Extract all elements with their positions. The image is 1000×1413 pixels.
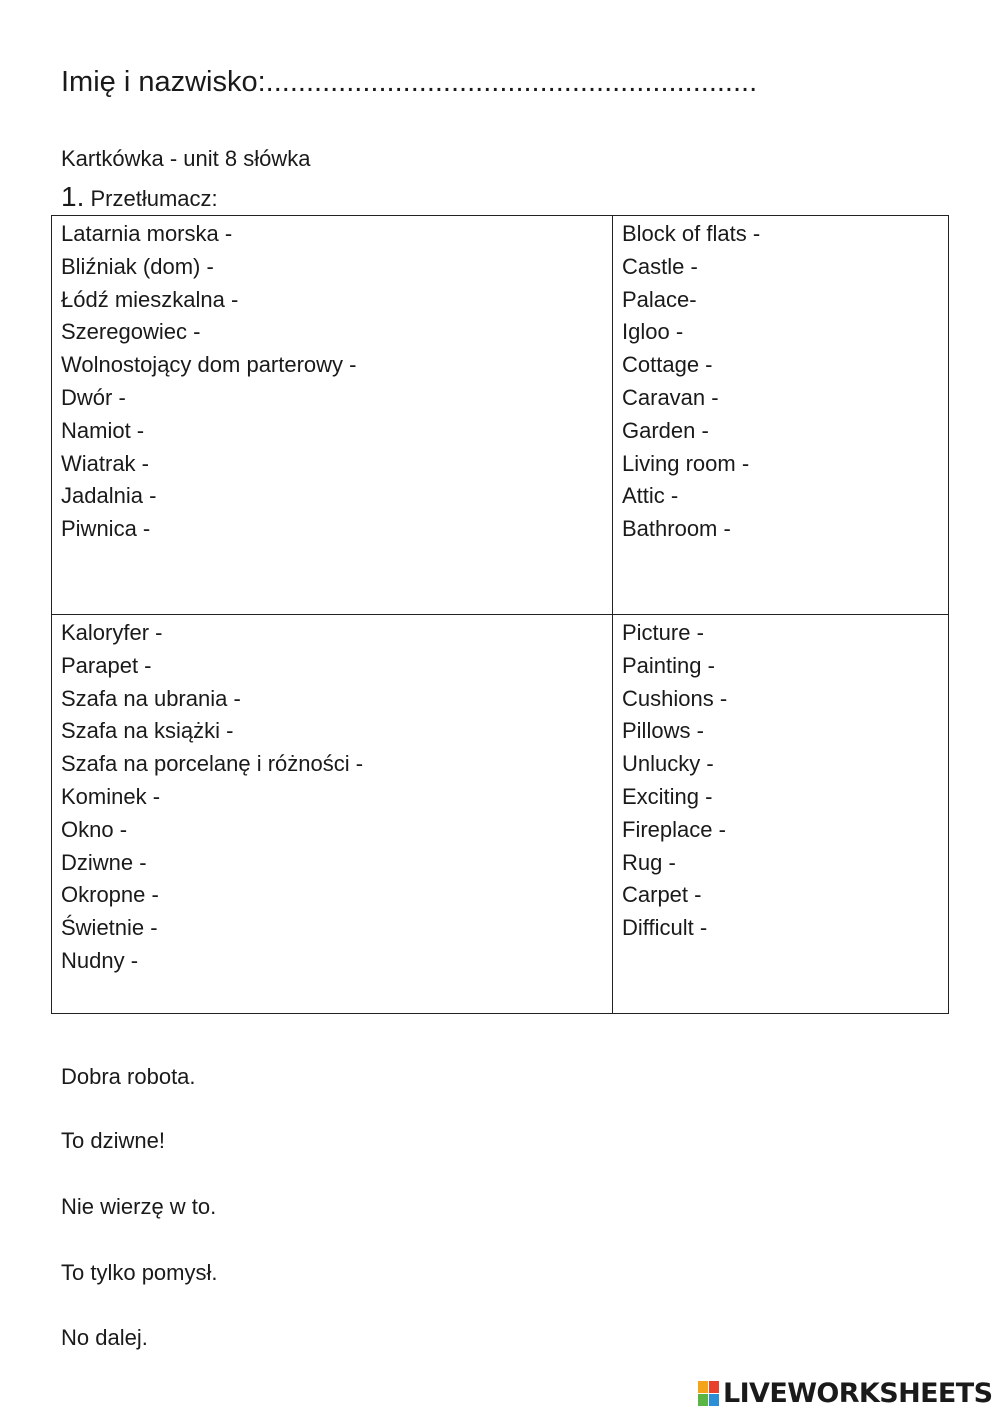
vocab-item: Latarnia morska - <box>61 221 233 246</box>
cell-top-right <box>613 216 949 615</box>
vocab-item: Świetnie - <box>61 915 158 941</box>
vocab-item: Kominek - <box>61 783 161 809</box>
vocab-item: Bliźniak (dom) - <box>61 253 214 279</box>
phrase-line: Dobra robota. <box>61 1064 196 1089</box>
cell-top-left <box>52 216 613 615</box>
vocab-item: Bathroom - <box>622 516 731 542</box>
liveworksheets-logo-icon <box>698 1381 720 1407</box>
vocab-item: Jadalnia - <box>61 483 157 509</box>
vocab-item: Picture - <box>622 620 704 645</box>
vocab-item: Palace- <box>622 286 697 312</box>
phrase-line: To dziwne! <box>61 1128 165 1153</box>
vocab-item: Living room - <box>622 450 750 476</box>
task-number: 1. <box>61 181 85 212</box>
brand-name: LIVEWORKSHEETS <box>723 1378 993 1409</box>
task-label: Przetłumacz: <box>90 186 218 211</box>
vocab-item: Unlucky - <box>622 751 714 777</box>
vocabulary-table <box>51 215 949 1014</box>
cell-bottom-right <box>613 615 949 1014</box>
vocab-item: Fireplace - <box>622 816 726 842</box>
vocab-item: Nudny - <box>61 947 139 973</box>
vocab-item: Cushions - <box>622 685 728 711</box>
phrase-line: To tylko pomysł. <box>61 1260 218 1285</box>
vocab-item: Attic - <box>622 483 679 509</box>
vocab-item: Pillows - <box>622 718 704 744</box>
vocab-item: Dziwne - <box>61 849 147 875</box>
vocab-item: Caravan - <box>622 384 719 410</box>
vocab-item: Garden - <box>622 417 709 443</box>
vocab-item: Okropne - <box>61 882 159 908</box>
vocab-item: Szafa na ubrania - <box>61 685 241 711</box>
vocab-item: Łódź mieszkalna - <box>61 286 239 312</box>
task-heading <box>61 180 218 216</box>
vocab-item: Wiatrak - <box>61 450 149 476</box>
vocab-item: Kaloryfer - <box>61 620 163 645</box>
vocab-item: Szafa na porcelanę i różności - <box>61 751 364 777</box>
worksheet-subtitle: Kartkówka - unit 8 słówka <box>61 146 311 171</box>
vocab-item: Szeregowiec - <box>61 319 201 345</box>
vocab-item: Cottage - <box>622 352 713 378</box>
vocab-item: Namiot - <box>61 417 145 443</box>
vocab-item: Block of flats - <box>622 221 761 246</box>
phrase-line: No dalej. <box>61 1325 148 1350</box>
vocab-item: Szafa na książki - <box>61 718 234 744</box>
vocab-item: Rug - <box>622 849 676 875</box>
vocab-item: Difficult - <box>622 915 708 941</box>
brand-footer <box>698 1378 992 1409</box>
vocab-item: Castle - <box>622 253 698 279</box>
vocab-item: Piwnica - <box>61 516 151 542</box>
vocab-item: Parapet - <box>61 652 152 678</box>
vocab-item: Igloo - <box>622 319 684 345</box>
vocab-item: Exciting - <box>622 783 713 809</box>
name-field-line: Imię i nazwisko:............................................................. <box>61 66 758 98</box>
cell-bottom-left <box>52 615 613 1014</box>
vocab-item: Carpet - <box>622 882 702 908</box>
vocab-item: Painting - <box>622 652 715 678</box>
vocab-item: Wolnostojący dom parterowy - <box>61 352 357 378</box>
vocab-item: Okno - <box>61 816 128 842</box>
vocab-item: Dwór - <box>61 384 126 410</box>
phrase-line: Nie wierzę w to. <box>61 1194 217 1219</box>
